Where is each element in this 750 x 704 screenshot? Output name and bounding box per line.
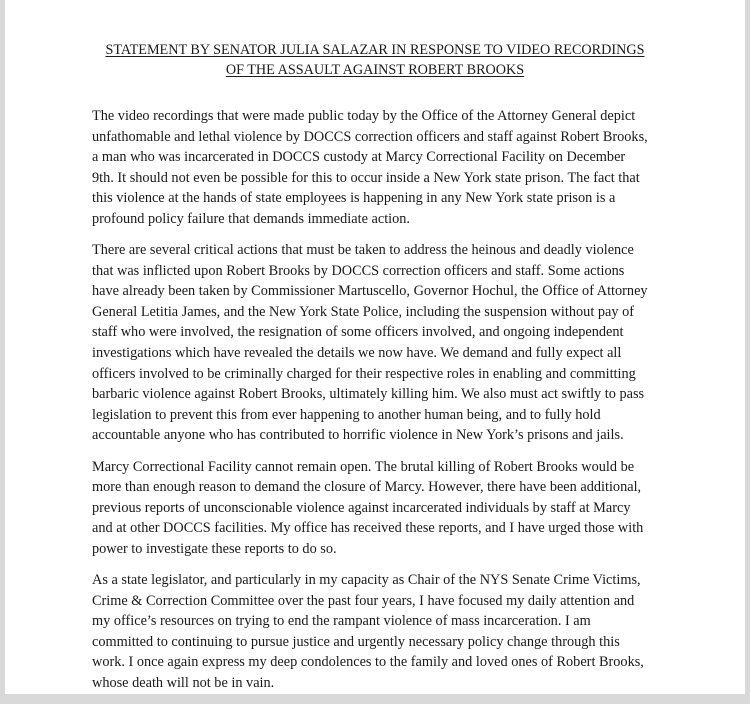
- document-page: [5, 0, 745, 694]
- text-line: accountable anyone who has contributed to horrific violence in New York’s prisons and jails.: [92, 427, 624, 444]
- text-line: and at other DOCCS facilities. My office has received these reports, and I have urged those with: [92, 520, 644, 537]
- text-line: staff who were involved, the resignation of some officers involved, and ongoing independent: [92, 324, 624, 341]
- text-line: work. I once again express my deep condolences to the family and loved ones of Robert Brooks,: [92, 654, 644, 671]
- text-line: barbaric violence against Robert Brooks, ultimately killing him. We also must act swiftly to pass: [92, 386, 645, 403]
- text-line: a man who was incarcerated in DOCCS custody at Marcy Correctional Facility on December: [92, 149, 626, 166]
- text-line: officers involved to be criminally charged for their respective roles in enabling and committing: [92, 365, 636, 382]
- text-line: that was inflicted upon Robert Brooks by DOCCS correction officers and staff. Some actions: [92, 262, 625, 279]
- paragraph-2: [92, 240, 672, 446]
- text-line: There are several critical actions that must be taken to address the heinous and deadly violence: [92, 242, 634, 259]
- text-line: Crime & Correction Committee over the past four years, I have focused my daily attention and: [92, 592, 635, 609]
- text-line: more than enough reason to demand the closure of Marcy. However, there have been additional,: [92, 479, 642, 496]
- text-line: my office’s resources on trying to end the rampant violence of mass incarceration. I am: [92, 613, 591, 630]
- text-line: this violence at the hands of state employees is happening in any New York state prison is a: [92, 190, 616, 207]
- text-line: The video recordings that were made public today by the Office of the Attorney General depict: [92, 108, 636, 124]
- paragraph-4: [92, 570, 672, 694]
- paragraph-3: [92, 457, 672, 560]
- text-line: profound policy failure that demands immediate action.: [92, 210, 411, 227]
- text-line: As a state legislator, and particularly in my capacity as Chair of the NYS Senate Crime Victims,: [92, 571, 641, 588]
- statement-body: [92, 106, 672, 704]
- text-line: power to investigate these reports to do so.: [92, 540, 337, 557]
- text-line: legislation to prevent this from ever happening to another human being, and to fully hold: [92, 406, 601, 423]
- text-line: investigations which have revealed the details we now have. We demand and fully expect all: [92, 345, 622, 362]
- text-line: General Letitia James, and the New York State Police, including the suspension without pay of: [92, 303, 634, 320]
- paragraph-1: [92, 106, 672, 230]
- text-line: previous reports of unconscionable violence against incarcerated individuals by staff at Marcy: [92, 499, 631, 516]
- title-line-2: OF THE ASSAULT AGAINST ROBERT BROOKS: [225, 62, 525, 78]
- text-line: have already been taken by Commissioner Martuscello, Governor Hochul, the Office of Attorney: [92, 283, 648, 300]
- text-line: Marcy Correctional Facility cannot remain open. The brutal killing of Robert Brooks would be: [92, 458, 635, 475]
- text-line: committed to continuing to pursue justice and urgently necessary policy change through this: [92, 633, 620, 650]
- title-line-1: STATEMENT BY SENATOR JULIA SALAZAR IN RESPONSE TO VIDEO RECORDINGS: [105, 42, 645, 58]
- text-line: 9th. It should not even be possible for this to occur inside a New York state prison. The fact that: [92, 169, 640, 186]
- text-line: whose death will not be in vain.: [92, 674, 275, 691]
- statement-title: [5, 40, 745, 80]
- text-line: unfathomable and lethal violence by DOCCS correction officers and staff against Robert Brooks,: [92, 128, 648, 145]
